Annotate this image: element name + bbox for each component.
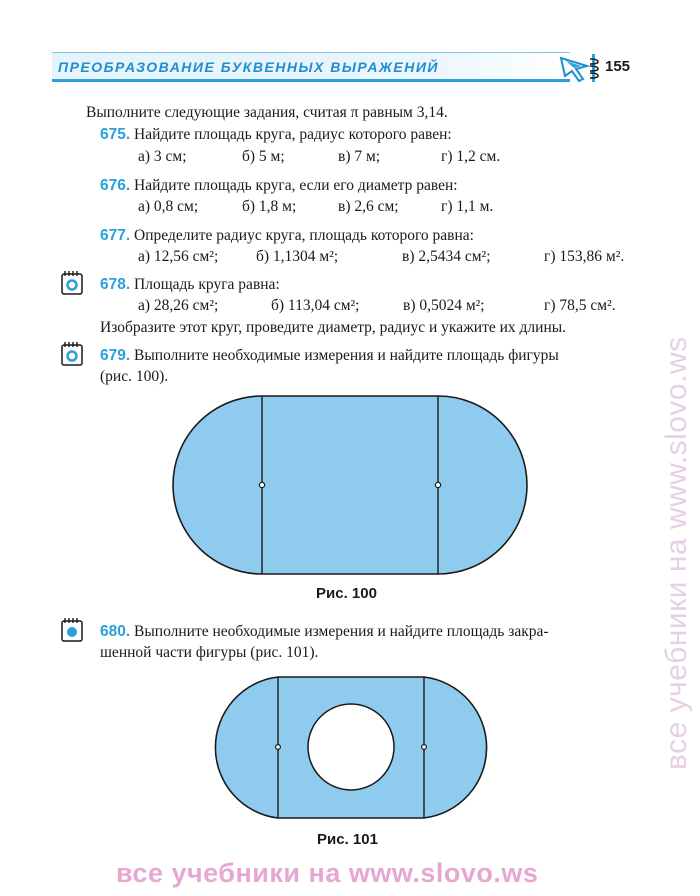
option-d: г) 1,1 м. bbox=[441, 198, 494, 215]
task-number: 679. bbox=[100, 347, 131, 364]
task-text: Найдите площадь круга, радиус которого равен: bbox=[134, 126, 452, 143]
spiral-binding-icon bbox=[588, 55, 600, 81]
page-number: 155 bbox=[605, 58, 631, 75]
task-677 bbox=[100, 227, 474, 245]
option-b: б) 1,8 м; bbox=[242, 198, 297, 215]
right-center-point bbox=[422, 745, 427, 750]
header-bar bbox=[52, 52, 570, 82]
task-678-extra: Изобразите этот круг, проведите диаметр, радиус и укажите их длины. bbox=[100, 319, 567, 336]
section-title: ПРЕОБРАЗОВАНИЕ БУКВЕННЫХ ВЫРАЖЕНИЙ bbox=[58, 59, 440, 75]
figure-100-caption: Рис. 100 bbox=[316, 585, 377, 602]
page-header bbox=[52, 52, 642, 82]
task-680 bbox=[100, 623, 549, 641]
notebook-icon bbox=[61, 618, 83, 642]
task-679 bbox=[100, 347, 559, 365]
notebook-icon bbox=[61, 342, 83, 366]
figure-101 bbox=[205, 675, 497, 820]
task-text: Выполните необходимые измерения и найдите площадь фигуры bbox=[134, 347, 559, 364]
option-c: в) 7 м; bbox=[338, 148, 381, 165]
task-678 bbox=[100, 276, 280, 294]
option-a: а) 0,8 см; bbox=[138, 198, 199, 215]
option-d: г) 78,5 см². bbox=[544, 297, 616, 314]
task-number: 677. bbox=[100, 227, 131, 244]
task-text: Найдите площадь круга, если его диаметр равен: bbox=[134, 177, 458, 194]
option-b: б) 1,1304 м²; bbox=[256, 248, 339, 265]
notebook-icon bbox=[61, 271, 83, 295]
figure-101-caption: Рис. 101 bbox=[317, 831, 378, 848]
option-b: б) 5 м; bbox=[242, 148, 285, 165]
left-center-point bbox=[276, 745, 281, 750]
page-number-box bbox=[592, 54, 644, 82]
option-c: в) 2,5434 см²; bbox=[402, 248, 491, 265]
inner-circle-hole bbox=[308, 704, 394, 790]
watermark-side: все учебники на www.slovo.ws bbox=[660, 336, 693, 770]
watermark-bottom: все учебники на www.slovo.ws bbox=[116, 858, 539, 888]
option-a: а) 12,56 см²; bbox=[138, 248, 219, 265]
task-text: Определите радиус круга, площадь которого равна: bbox=[134, 227, 474, 244]
task-number: 680. bbox=[100, 623, 131, 640]
option-c: в) 2,6 см; bbox=[338, 198, 399, 215]
intro-text: Выполните следующие задания, считая π равным 3,14. bbox=[86, 104, 448, 121]
task-676 bbox=[100, 177, 458, 195]
task-text: Выполните необходимые измерения и найдите площадь закра- bbox=[134, 623, 549, 640]
right-center-point bbox=[435, 482, 440, 487]
option-c: в) 0,5024 м²; bbox=[403, 297, 485, 314]
option-d: г) 153,86 м². bbox=[544, 248, 625, 265]
task-679-line2: (рис. 100). bbox=[100, 368, 169, 385]
left-center-point bbox=[259, 482, 264, 487]
task-number: 678. bbox=[100, 276, 131, 293]
option-a: а) 28,26 см²; bbox=[138, 297, 219, 314]
stadium-shape bbox=[173, 396, 527, 574]
figure-100 bbox=[170, 394, 530, 576]
task-text: Площадь круга равна: bbox=[134, 276, 280, 293]
task-number: 675. bbox=[100, 126, 131, 143]
option-d: г) 1,2 см. bbox=[441, 148, 501, 165]
task-number: 676. bbox=[100, 177, 131, 194]
option-b: б) 113,04 см²; bbox=[271, 297, 360, 314]
task-680-line2: шенной части фигуры (рис. 101). bbox=[100, 644, 319, 661]
cursor-arrow-icon bbox=[557, 52, 591, 82]
task-675 bbox=[100, 126, 452, 144]
option-a: а) 3 см; bbox=[138, 148, 187, 165]
